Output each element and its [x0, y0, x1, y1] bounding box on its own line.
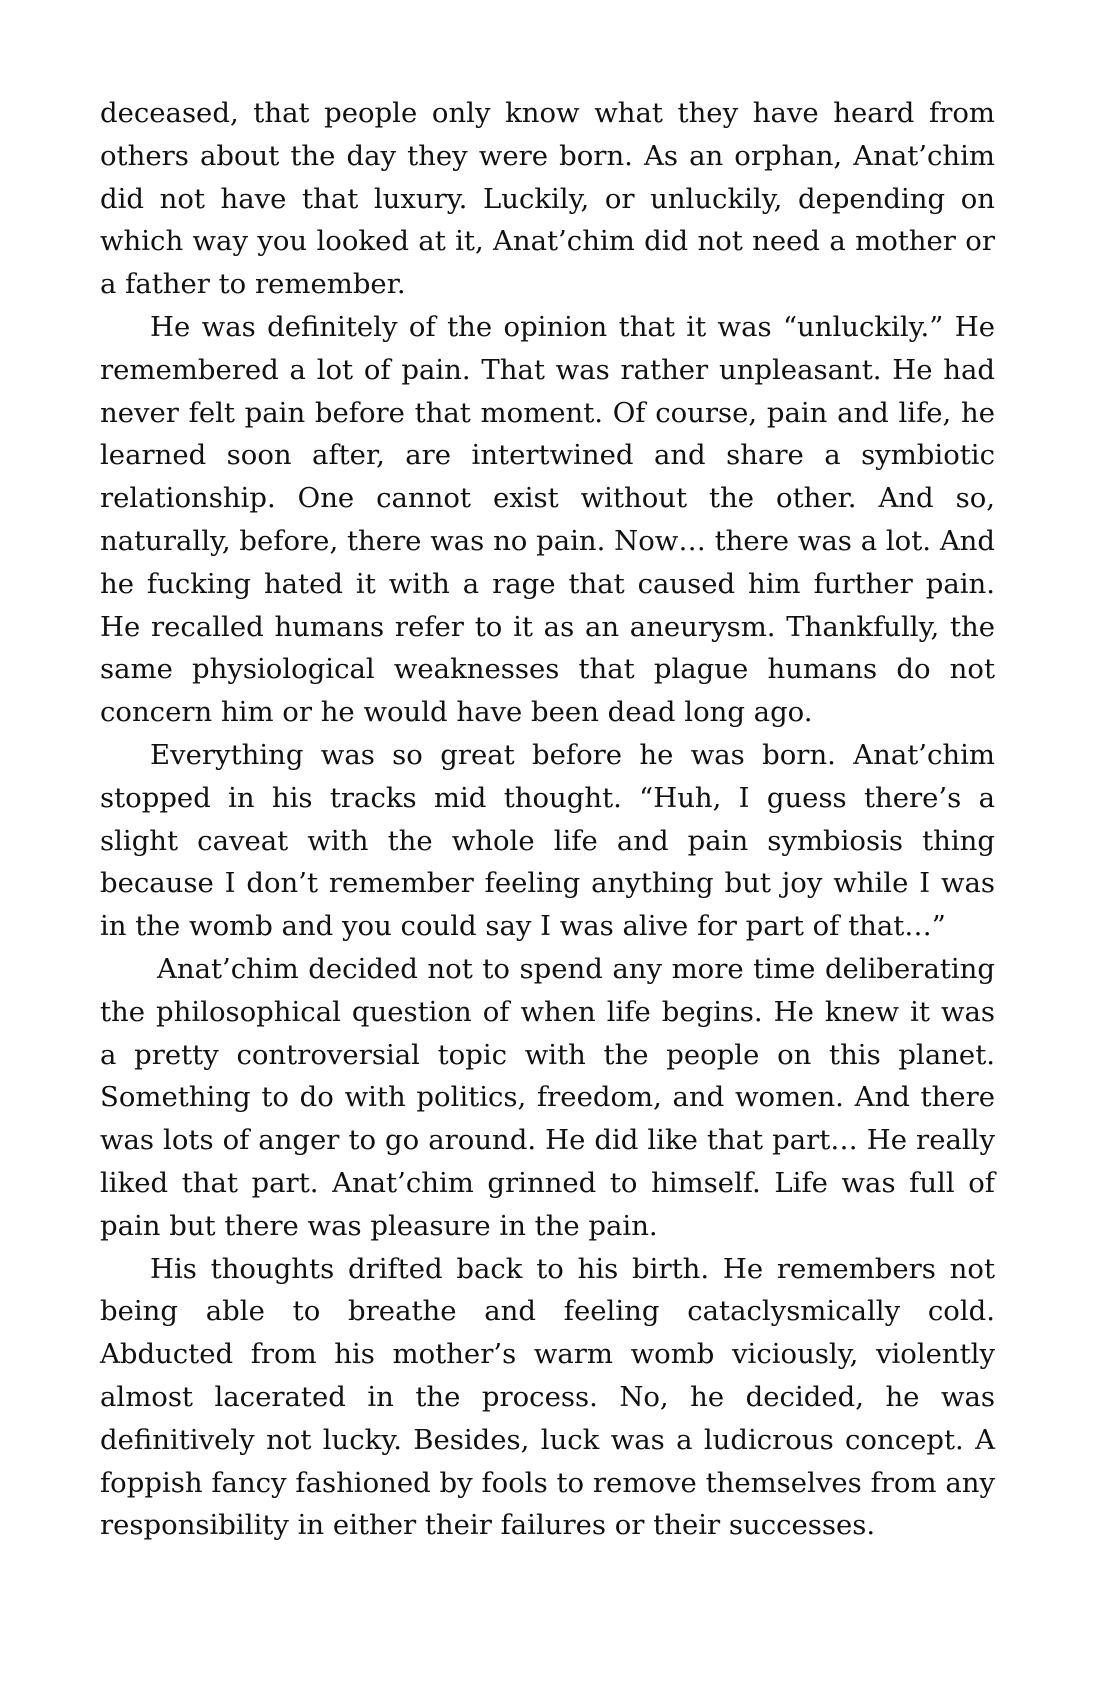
paragraph-1: deceased, that people only know what they have heard from others about the day they were born. As an orphan, Anat’chim did not have that luxury. Luckily, or unluckily, depending on which way you looked at it, Anat’chim did not need a mother or a father to remember. [100, 97, 995, 301]
paragraph-3: Everything was so great before he was born. Anat’chim stopped in his tracks mid thought. “Huh, I guess there’s a slight caveat with the whole life and pain symbiosis thing because I don’t remember feeling anything but joy while I was in the womb and you could say I was alive for part of that…” [100, 738, 995, 943]
page-body [100, 92, 995, 1547]
paragraph-4: Anat’chim decided not to spend any more time deliberating the philosophical question of when life begins. He knew it was a pretty controversial topic with the people on this planet. Something to do with politics, freedom, and women. And there was lots of anger to go around. He did like that part… He really liked that part. Anat’chim grinned to himself. Life was full of pain but there was pleasure in the pain. [100, 952, 995, 1242]
paragraph-5: His thoughts drifted back to his birth. He remembers not being able to breathe and feeling cataclysmically cold. Abducted from his mother’s warm womb viciously, violently almost lacerated in the process. No, he decided, he was definitively not lucky. Besides, luck was a ludicrous concept. A foppish fancy fashioned by fools to remove themselves from any responsibility in either their failures or their successes. [100, 1252, 995, 1542]
paragraph-2: He was definitely of the opinion that it was “unluckily.” He remembered a lot of pain. That was rather unpleasant. He had never felt pain before that moment. Of course, pain and life, he learned soon after, are intertwined and share a symbiotic relationship. One cannot exist without the other. And so, naturally, before, there was no pain. Now… there was a lot. And he fucking hated it with a rage that caused him further pain. He recalled humans refer to it as an aneurysm. Thankfully, the same physiological weaknesses that plague humans do not concern him or he would have been dead long ago. [100, 310, 995, 729]
